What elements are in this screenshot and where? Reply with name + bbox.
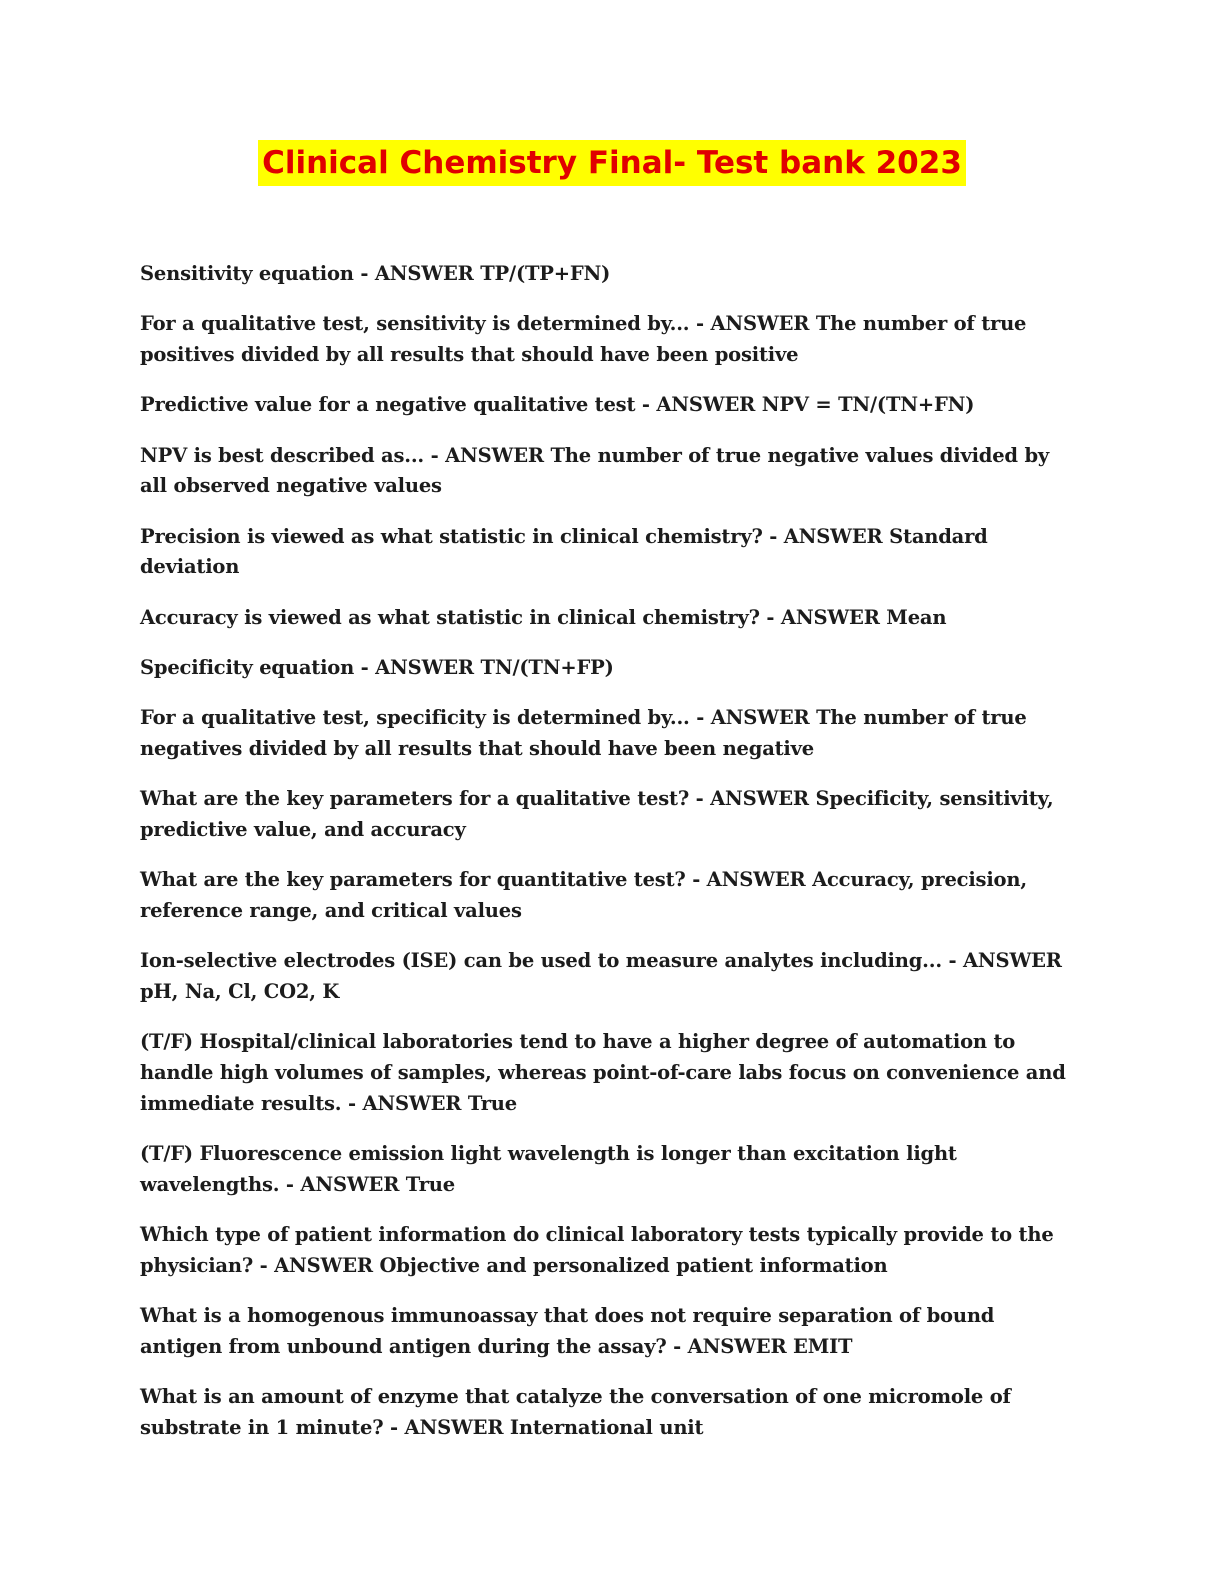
qa-item: Specificity equation - ANSWER TN/(TN+FP) xyxy=(140,655,614,679)
qa-item: NPV is best described as... - ANSWER The number of true negative values divided by all observed negative values xyxy=(140,443,1050,498)
qa-item: Accuracy is viewed as what statistic in clinical chemistry? - ANSWER Mean xyxy=(140,605,947,629)
qa-list xyxy=(140,259,1080,1463)
qa-item: Sensitivity equation - ANSWER TP/(TP+FN) xyxy=(140,262,611,285)
qa-item: What are the key parameters for quantitative test? - ANSWER Accuracy, precision, reference range, and critical values xyxy=(140,868,1027,922)
qa-item: What is a homogenous immunoassay that does not require separation of bound antigen from unbound antigen during the assay? - ANSWER EMIT xyxy=(140,1303,995,1358)
qa-item: Which type of patient information do clinical laboratory tests typically provide to the physician? - ANSWER Objective and personalized patient information xyxy=(140,1222,1054,1277)
qa-item: Predictive value for a negative qualitative test - ANSWER NPV = TN/(TN+FN) xyxy=(140,393,975,417)
qa-item: Precision is viewed as what statistic in clinical chemistry? - ANSWER Standard deviation xyxy=(140,524,988,579)
document-title: Clinical Chemistry Final- Test bank 2023 xyxy=(258,140,966,186)
qa-item: For a qualitative test, specificity is determined by... - ANSWER The number of true negatives divided by all results that should have been negative xyxy=(140,706,1027,760)
qa-item: What are the key parameters for a qualitative test? - ANSWER Specificity, sensitivity, predictive value, and accuracy xyxy=(140,787,1054,841)
qa-item: (T/F) Hospital/clinical laboratories tend to have a higher degree of automation to handle high volumes of samples, whereas point-of-care labs focus on convenience and immediate results. - ANSWER True xyxy=(140,1030,1066,1115)
qa-item: (T/F) Fluorescence emission light wavelength is longer than excitation light wavelengths. - ANSWER True xyxy=(140,1141,957,1196)
qa-item: For a qualitative test, sensitivity is determined by... - ANSWER The number of true positives divided by all results that should have been positive xyxy=(140,312,1027,366)
qa-item: Ion-selective electrodes (ISE) can be used to measure analytes including... - ANSWER pH, Na, Cl, CO2, K xyxy=(140,949,1062,1003)
title-container xyxy=(0,140,1224,186)
qa-item: What is an amount of enzyme that catalyze the conversation of one micromole of substrate in 1 minute? - ANSWER International unit xyxy=(140,1384,1011,1439)
